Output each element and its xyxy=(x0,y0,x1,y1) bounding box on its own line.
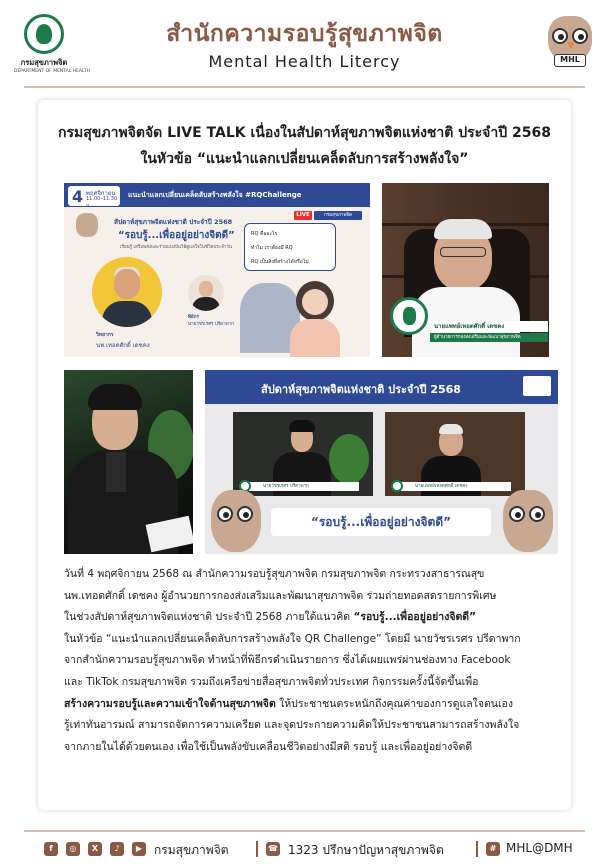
poster-question: RQ คืออะไร xyxy=(251,231,278,237)
page-header xyxy=(0,0,609,82)
body-line: นพ.เทอดศักดิ์ เดชคง ผู้อำนวยการกองส่งเสริมและพัฒนาสุขภาพจิต ร่วมถ่ายทอดสดรายการพิเศษ xyxy=(64,589,497,602)
poster-time: 11.00–11.30 น. xyxy=(86,196,118,209)
owl-icon xyxy=(503,490,553,552)
headline-line-1: กรมสุขภาพจิตจัด LIVE TALK เนื่องในสัปดาห์สุขภาพจิตแห่งชาติ ประจำปี 2568 xyxy=(58,125,551,141)
facebook-page-tag: กรมสุขภาพจิต xyxy=(314,211,362,220)
body-line xyxy=(64,694,564,716)
poster-day: 4 xyxy=(72,187,84,206)
poster-month: พฤศจิกายน xyxy=(86,190,116,197)
live-badge: LIVE xyxy=(294,211,312,220)
body-line: จากภายในได้ด้วยตนเอง เพื่อใช้เป็นพลังขับเคลื่อนชีวิตอย่างมีสติ รอบรู้ และเพื่ออยู่อย่างจิตดี xyxy=(64,740,473,753)
poster-slogan: “รอบรู้...เพื่ออยู่อย่างจิตดี” xyxy=(118,230,235,241)
logo-org-en: DEPARTMENT OF MENTAL HEALTH xyxy=(14,69,91,74)
dmh-tag-icon xyxy=(523,376,551,396)
glasses-icon xyxy=(440,247,486,257)
footer-hashtag: MHL@DMH xyxy=(506,841,573,855)
stream-slogan: “รอบรู้...เพื่ออยู่อย่างจิตดี” xyxy=(271,508,491,536)
body-text: ในช่วงสัปดาห์สุขภาพจิตแห่งชาติ ประจำปี 2568 ภายใต้แนวคิด xyxy=(64,611,354,624)
facebook-icon[interactable]: f xyxy=(44,842,58,856)
host-portrait xyxy=(188,275,224,311)
host-photo xyxy=(64,370,193,554)
speaker-photo xyxy=(382,183,549,357)
body-line: รู้เท่าทันอารมณ์ สามารถจัดการความเครียด และจุดประกายความคิดให้ประชาชนสามารถสร้างพลังใจ xyxy=(64,719,520,732)
owl-icon xyxy=(211,490,261,552)
headline-line-2: ในหัวข้อ “แนะนำแลกเปลี่ยนเคล็ดลับการสร้างพลังใจ” xyxy=(140,151,469,167)
poster-question: RQ เป็นสิ่งที่สร้างได้หรือไม่ xyxy=(251,259,309,265)
host-name-caption: นายวัชรเรศร ปรีดาพาก xyxy=(249,482,359,491)
footer-separator xyxy=(476,841,478,857)
event-poster-image xyxy=(64,183,370,357)
x-icon[interactable]: X xyxy=(88,842,102,856)
poster-questions xyxy=(244,223,336,271)
speaker-role: วิทยากร xyxy=(96,332,114,338)
body-line: วันที่ 4 พฤศจิกายน 2568 ณ สำนักความรอบรู้สุขภาพจิต กรมสุขภาพจิต กระทรวงสาธารณสุข xyxy=(64,568,485,580)
body-line: ในหัวข้อ “แนะนำแลกเปลี่ยนเคล็ดลับการสร้างพลังใจ QR Challenge” โดยมี นายวัชรเรศร ปรีดาพาก xyxy=(64,632,521,645)
speaker-name-caption: นายแพทย์เทอดศักดิ์ เดชคง xyxy=(430,321,548,332)
footer-org: กรมสุขภาพจิต xyxy=(154,843,229,857)
page-title-en: Mental Health Litercy xyxy=(208,52,401,71)
speaker-portrait xyxy=(92,257,162,327)
poster-date xyxy=(68,186,120,209)
instagram-icon[interactable]: ◎ xyxy=(66,842,80,856)
speaker-title-caption: ผู้อำนวยการกองส่งเสริมและพัฒนาสุขภาพจิต xyxy=(430,333,548,342)
header-divider xyxy=(24,86,585,88)
phone-icon: ☎ xyxy=(266,842,280,856)
owl-icon xyxy=(76,213,98,237)
poster-banner-text: แนะนำแลกเปลี่ยนเคล็ดลับสร้างพลังใจ #RQChallenge xyxy=(128,191,302,199)
poster-subtitle: สัปดาห์สุขภาพจิตแห่งชาติ ประจำปี 2568 xyxy=(114,218,233,226)
article-body xyxy=(64,564,564,758)
logo-org-th: กรมสุขภาพจิต xyxy=(20,58,68,67)
body-emphasis: สร้างความรอบรู้และความเข้าใจด้านสุขภาพจิต xyxy=(64,697,276,710)
moph-seal-icon xyxy=(390,297,428,335)
body-line: และ TikTok กรมสุขภาพจิต รวมถึงเครือข่ายสื่อสุขภาพจิตทั่วประเทศ กิจกรรมครั้งนี้จัดขึ้นเพื่อ xyxy=(64,675,479,688)
body-slogan: “รอบรู้...เพื่ออยู่อย่างจิตดี” xyxy=(353,611,477,624)
page-footer xyxy=(0,838,609,862)
footer-hotline: 1323 ปรึกษาปัญหาสุขภาพจิต xyxy=(288,843,444,857)
host-name: นายวัชรเรศร ปรีดาพาก xyxy=(188,322,234,327)
footer-separator xyxy=(256,841,258,857)
poster-banner xyxy=(64,183,370,207)
poster-illustration-girl xyxy=(274,275,354,353)
footer-divider xyxy=(24,830,585,832)
speaker-name-caption: นายแพทย์เทอดศักดิ์ เดชคง xyxy=(401,482,511,491)
moph-seal-icon xyxy=(391,480,403,492)
body-line xyxy=(64,607,564,629)
host-role: พิธีกร xyxy=(188,315,199,320)
poster-question: ทำไม เราต้องมี RQ xyxy=(251,245,293,251)
hashtag-icon: # xyxy=(486,842,500,856)
poster-slogan-note: เรียนรู้ เสริมพลังและร่วมแบ่งปันวิธีดูแลใจในชีวิตประจำวัน xyxy=(120,245,232,250)
body-line: จากสำนักความรอบรู้สุขภาพจิต ทำหน้าที่พิธีกรดำเนินรายการ ซึ่งได้เผยแพร่ผ่านช่องทาง Facebook xyxy=(64,654,511,667)
live-stream-screenshot xyxy=(205,370,558,554)
speaker-name: นพ.เทอดศักดิ์ เดชคง xyxy=(96,342,150,349)
mhl-badge: MHL xyxy=(554,54,586,67)
mhl-owl-logo xyxy=(540,16,598,70)
body-text: ให้ประชาชนตระหนักถึงคุณค่าของการดูแลใจตนเอง xyxy=(275,697,513,710)
page-title-th: สำนักความรอบรู้สุขภาพจิต xyxy=(166,21,443,47)
stream-banner xyxy=(205,370,558,404)
stream-banner-text: สัปดาห์สุขภาพจิตแห่งชาติ ประจำปี 2568 xyxy=(261,383,461,396)
tiktok-icon[interactable]: ♪ xyxy=(110,842,124,856)
youtube-icon[interactable]: ▶ xyxy=(132,842,146,856)
